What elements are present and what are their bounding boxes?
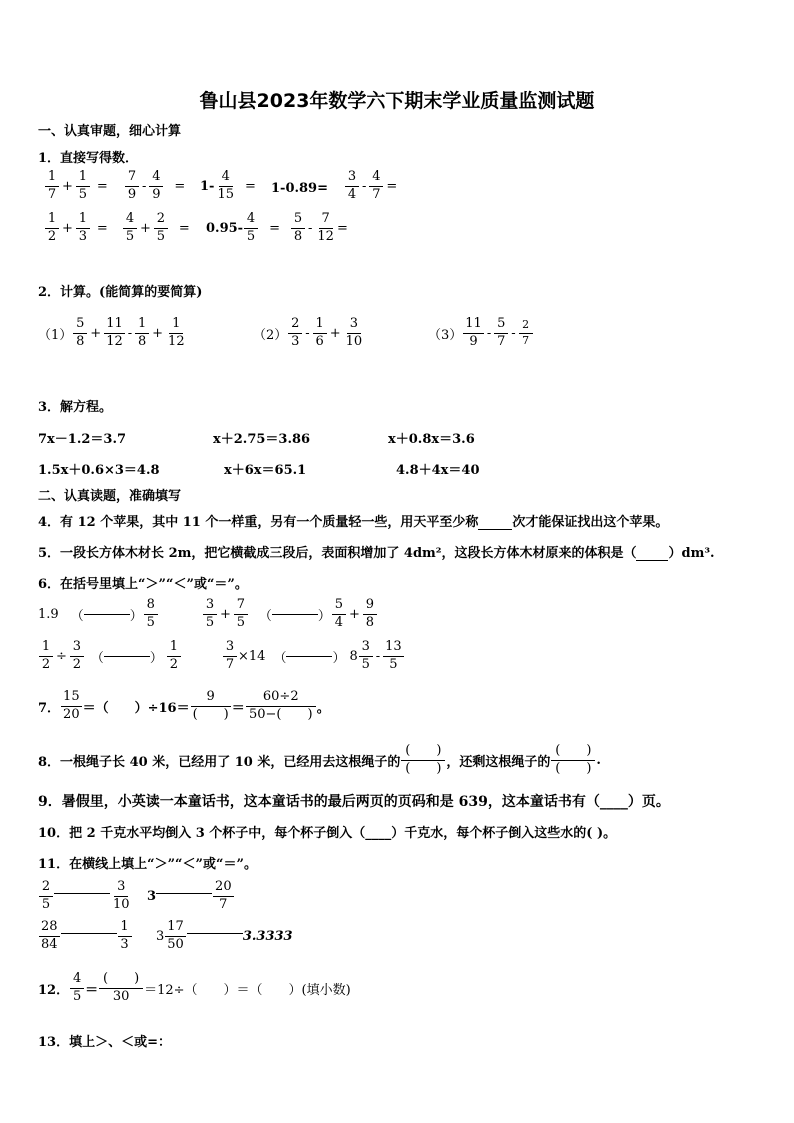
question-3-label: 3．解方程。 [38, 400, 113, 415]
fraction: $\frac{1}{6}$ [313, 317, 327, 350]
fraction: $\frac{11}{9}$ [465, 316, 482, 349]
fraction: $\frac{4}{7}$ [369, 170, 383, 203]
fraction: $\frac{17}{50}$ [167, 919, 184, 952]
fraction: $\frac{1}{2}$ [167, 640, 181, 673]
equation-3: x＋0.8x＝3.6 [388, 432, 475, 447]
fraction: $\frac{2}{3}$ [288, 317, 302, 350]
equation-4: 1.5x＋0.6×3＝4.8 [38, 463, 160, 478]
fraction: $\frac{4}{15}$ [217, 169, 234, 202]
fraction: $\frac{3}{7}$ [223, 640, 237, 673]
fraction: $\frac{4}{9}$ [149, 170, 163, 203]
q1-item-3: 1- $\frac{4}{15}$ = [200, 169, 256, 202]
fraction: $\frac{5}{7}$ [494, 317, 508, 350]
equation-2: x＋2.75＝3.86 [213, 432, 311, 447]
q1-item-7: $\frac{4}{5}$ + $\frac{2}{5}$ = [122, 212, 192, 245]
question-12: 12． $\frac{4}{5}$ ＝ $\frac{( )}{30}$ ＝12÷（ ）＝（ ）(填小数) [38, 971, 351, 1004]
fraction: $\frac{4}{5}$ [244, 212, 258, 245]
compare-blank[interactable] [272, 614, 318, 615]
fraction: $\frac{28}{84}$ [41, 919, 58, 952]
fraction: $\frac{2}{5}$ [154, 212, 168, 245]
question-11-label: 11．在横线上填上“＞”“＜”或“＝”。 [38, 857, 257, 872]
question-8: 8．一根绳子长 40 米，已经用了 10 米，已经用去这根绳子的 $\frac{( )}{( )}$ ，还剩这根绳子的 $\frac{( )}{( )}$ . [38, 743, 601, 776]
q6-item-2: $\frac{3}{5}$ + $\frac{7}{5}$ （ ） $\frac{5}{4}$ + $\frac{9}{8}$ [202, 598, 378, 631]
fraction: $\frac{1}{7}$ [45, 170, 59, 203]
fraction: $\frac{5}{4}$ [332, 598, 346, 631]
q11-item-4: 3 $\frac{17}{50}$ 3.3333 [156, 919, 293, 952]
q1-item-9: $\frac{5}{8}$ - $\frac{7}{12}$ = [290, 212, 350, 245]
fraction: $\frac{1}{5}$ [76, 170, 90, 203]
q1-item-2: $\frac{7}{9}$ - $\frac{4}{9}$ = [124, 170, 187, 203]
fraction: $\frac{20}{7}$ [215, 879, 232, 912]
q2-part-2: （2） $\frac{2}{3}$ - $\frac{1}{6}$ + $\frac{3}{10}$ [253, 316, 363, 349]
blank-fraction[interactable]: $\frac{( )}{( )}$ [551, 744, 595, 777]
answer-blank[interactable] [636, 560, 668, 561]
fraction: $\frac{( )}{30}$ [99, 972, 143, 1005]
question-2-label: 2．计算。(能简算的要简算) [38, 285, 203, 300]
fraction: $\frac{5}{8}$ [73, 317, 87, 350]
page-title: 鲁山县2023年数学六下期末学业质量监测试题 [199, 90, 595, 112]
compare-line[interactable] [54, 893, 110, 894]
compare-line[interactable] [61, 933, 117, 934]
q11-item-2: 3 $\frac{20}{7}$ [147, 879, 232, 912]
fraction: $\frac{60\div 2}{50-( )}$ [246, 690, 316, 723]
fraction: $\frac{1}{2}$ [45, 212, 59, 245]
question-9: 9．暑假里，小英读一本童话书，这本童话书的最后两页的页码和是 639，这本童话书有（____）页。 [38, 794, 670, 810]
question-7: 7． $\frac{15}{20}$ ＝（ ）÷16＝ $\frac{9}{( )}$ ＝ $\frac{60\div 2}{50-( )}$ 。 [38, 689, 330, 722]
q1-item-6: $\frac{1}{2}$ + $\frac{1}{3}$ = [44, 212, 110, 245]
fraction: $\frac{7}{9}$ [125, 170, 139, 203]
q2-part-1: （1） $\frac{5}{8}$ + $\frac{11}{12}$ - $\frac{1}{8}$ + $\frac{1}{12}$ [38, 316, 185, 349]
fraction: $\frac{2}{5}$ [39, 880, 53, 913]
fraction: $\frac{9}{8}$ [363, 598, 377, 631]
fraction: $\frac{8}{5}$ [144, 598, 158, 631]
fraction: $\frac{1}{12}$ [168, 316, 185, 349]
q11-item-1 [38, 880, 133, 913]
compare-blank[interactable] [104, 656, 150, 657]
compare-line[interactable] [187, 933, 243, 934]
fraction: $\frac{3}{10}$ [113, 879, 130, 912]
compare-blank[interactable] [84, 614, 130, 615]
fraction: $\frac{7}{12}$ [317, 211, 334, 244]
q2-part-3: （3） $\frac{11}{9}$ - $\frac{5}{7}$ - $\frac{2}{7}$ [428, 317, 534, 350]
question-1-label: 1．直接写得数． [38, 151, 139, 166]
fraction: $\frac{1}{3}$ [76, 212, 90, 245]
fraction: $\frac{4}{5}$ [123, 212, 137, 245]
fraction: $\frac{3}{10}$ [345, 316, 363, 349]
fraction: $\frac{9}{( )}$ [192, 689, 229, 722]
fraction: $\frac{3}{4}$ [345, 170, 359, 203]
question-13: 13．填上＞、＜或=： [38, 1035, 171, 1050]
q11-item-3 [38, 920, 133, 953]
q1-item-8: 0.95- $\frac{4}{5}$ = [206, 211, 280, 244]
equation-1: 7x－1.2＝3.7 [38, 432, 127, 447]
fraction: $\frac{1}{3}$ [118, 920, 132, 953]
blank-fraction[interactable]: $\frac{( )}{( )}$ [401, 744, 445, 777]
equation-5: x＋6x＝65.1 [224, 463, 307, 478]
fraction: $\frac{1}{8}$ [135, 317, 149, 350]
q1-item-5: $\frac{3}{4}$ - $\frac{4}{7}$ = [344, 170, 399, 203]
fraction: $\frac{15}{20}$ [63, 689, 80, 722]
fraction: $\frac{3}{5}$ [203, 598, 217, 631]
fraction: $\frac{3}{2}$ [70, 640, 84, 673]
fraction: $\frac{1}{2}$ [39, 640, 53, 673]
question-4: 4．有 12 个苹果，其中 11 个一样重，另有一个质量轻一些，用天平至少称 次才能保证找出这个苹果。 [38, 515, 669, 530]
answer-blank[interactable] [478, 529, 512, 530]
q1-item-1: $\frac{1}{7}$ + $\frac{1}{5}$ = [44, 170, 110, 203]
q6-item-4: $\frac{3}{7}$ ×14 （ ） 8 $\frac{3}{5}$ - $\frac{13}{5}$ [222, 640, 405, 673]
fraction: $\frac{5}{8}$ [291, 212, 305, 245]
compare-line[interactable] [156, 893, 212, 894]
section-heading-1: 一、认真审题，细心计算 [38, 124, 182, 139]
q1-item-4: 1-0.89= [271, 181, 328, 196]
q6-item-3: $\frac{1}{2}$ ÷ $\frac{3}{2}$ （ ） $\frac{1}{2}$ [38, 640, 182, 673]
fraction: $\frac{11}{12}$ [106, 316, 123, 349]
question-5: 5．一段长方体木材长 2m，把它横截成三段后，表面积增加了 4dm²，这段长方体木材原来的体积是（ ）dm³. [38, 546, 715, 561]
compare-blank[interactable] [286, 656, 332, 657]
fraction: $\frac{3}{5}$ [359, 640, 373, 673]
fraction: $\frac{2}{7}$ [519, 319, 533, 347]
equation-6: 4.8＋4x＝40 [396, 463, 480, 478]
question-6-label: 6．在括号里填上“＞”“＜”或“＝”。 [38, 577, 248, 592]
question-10: 10．把 2 千克水平均倒入 3 个杯子中，每个杯子倒入（____）千克水，每个杯子倒入这些水的( )。 [38, 826, 617, 841]
section-heading-2: 二、认真读题，准确填写 [38, 489, 182, 504]
fraction: $\frac{4}{5}$ [70, 972, 84, 1005]
q6-item-1: 1.9 （ ） $\frac{8}{5}$ [38, 598, 159, 631]
fraction: $\frac{7}{5}$ [234, 598, 248, 631]
fraction: $\frac{13}{5}$ [385, 639, 402, 672]
